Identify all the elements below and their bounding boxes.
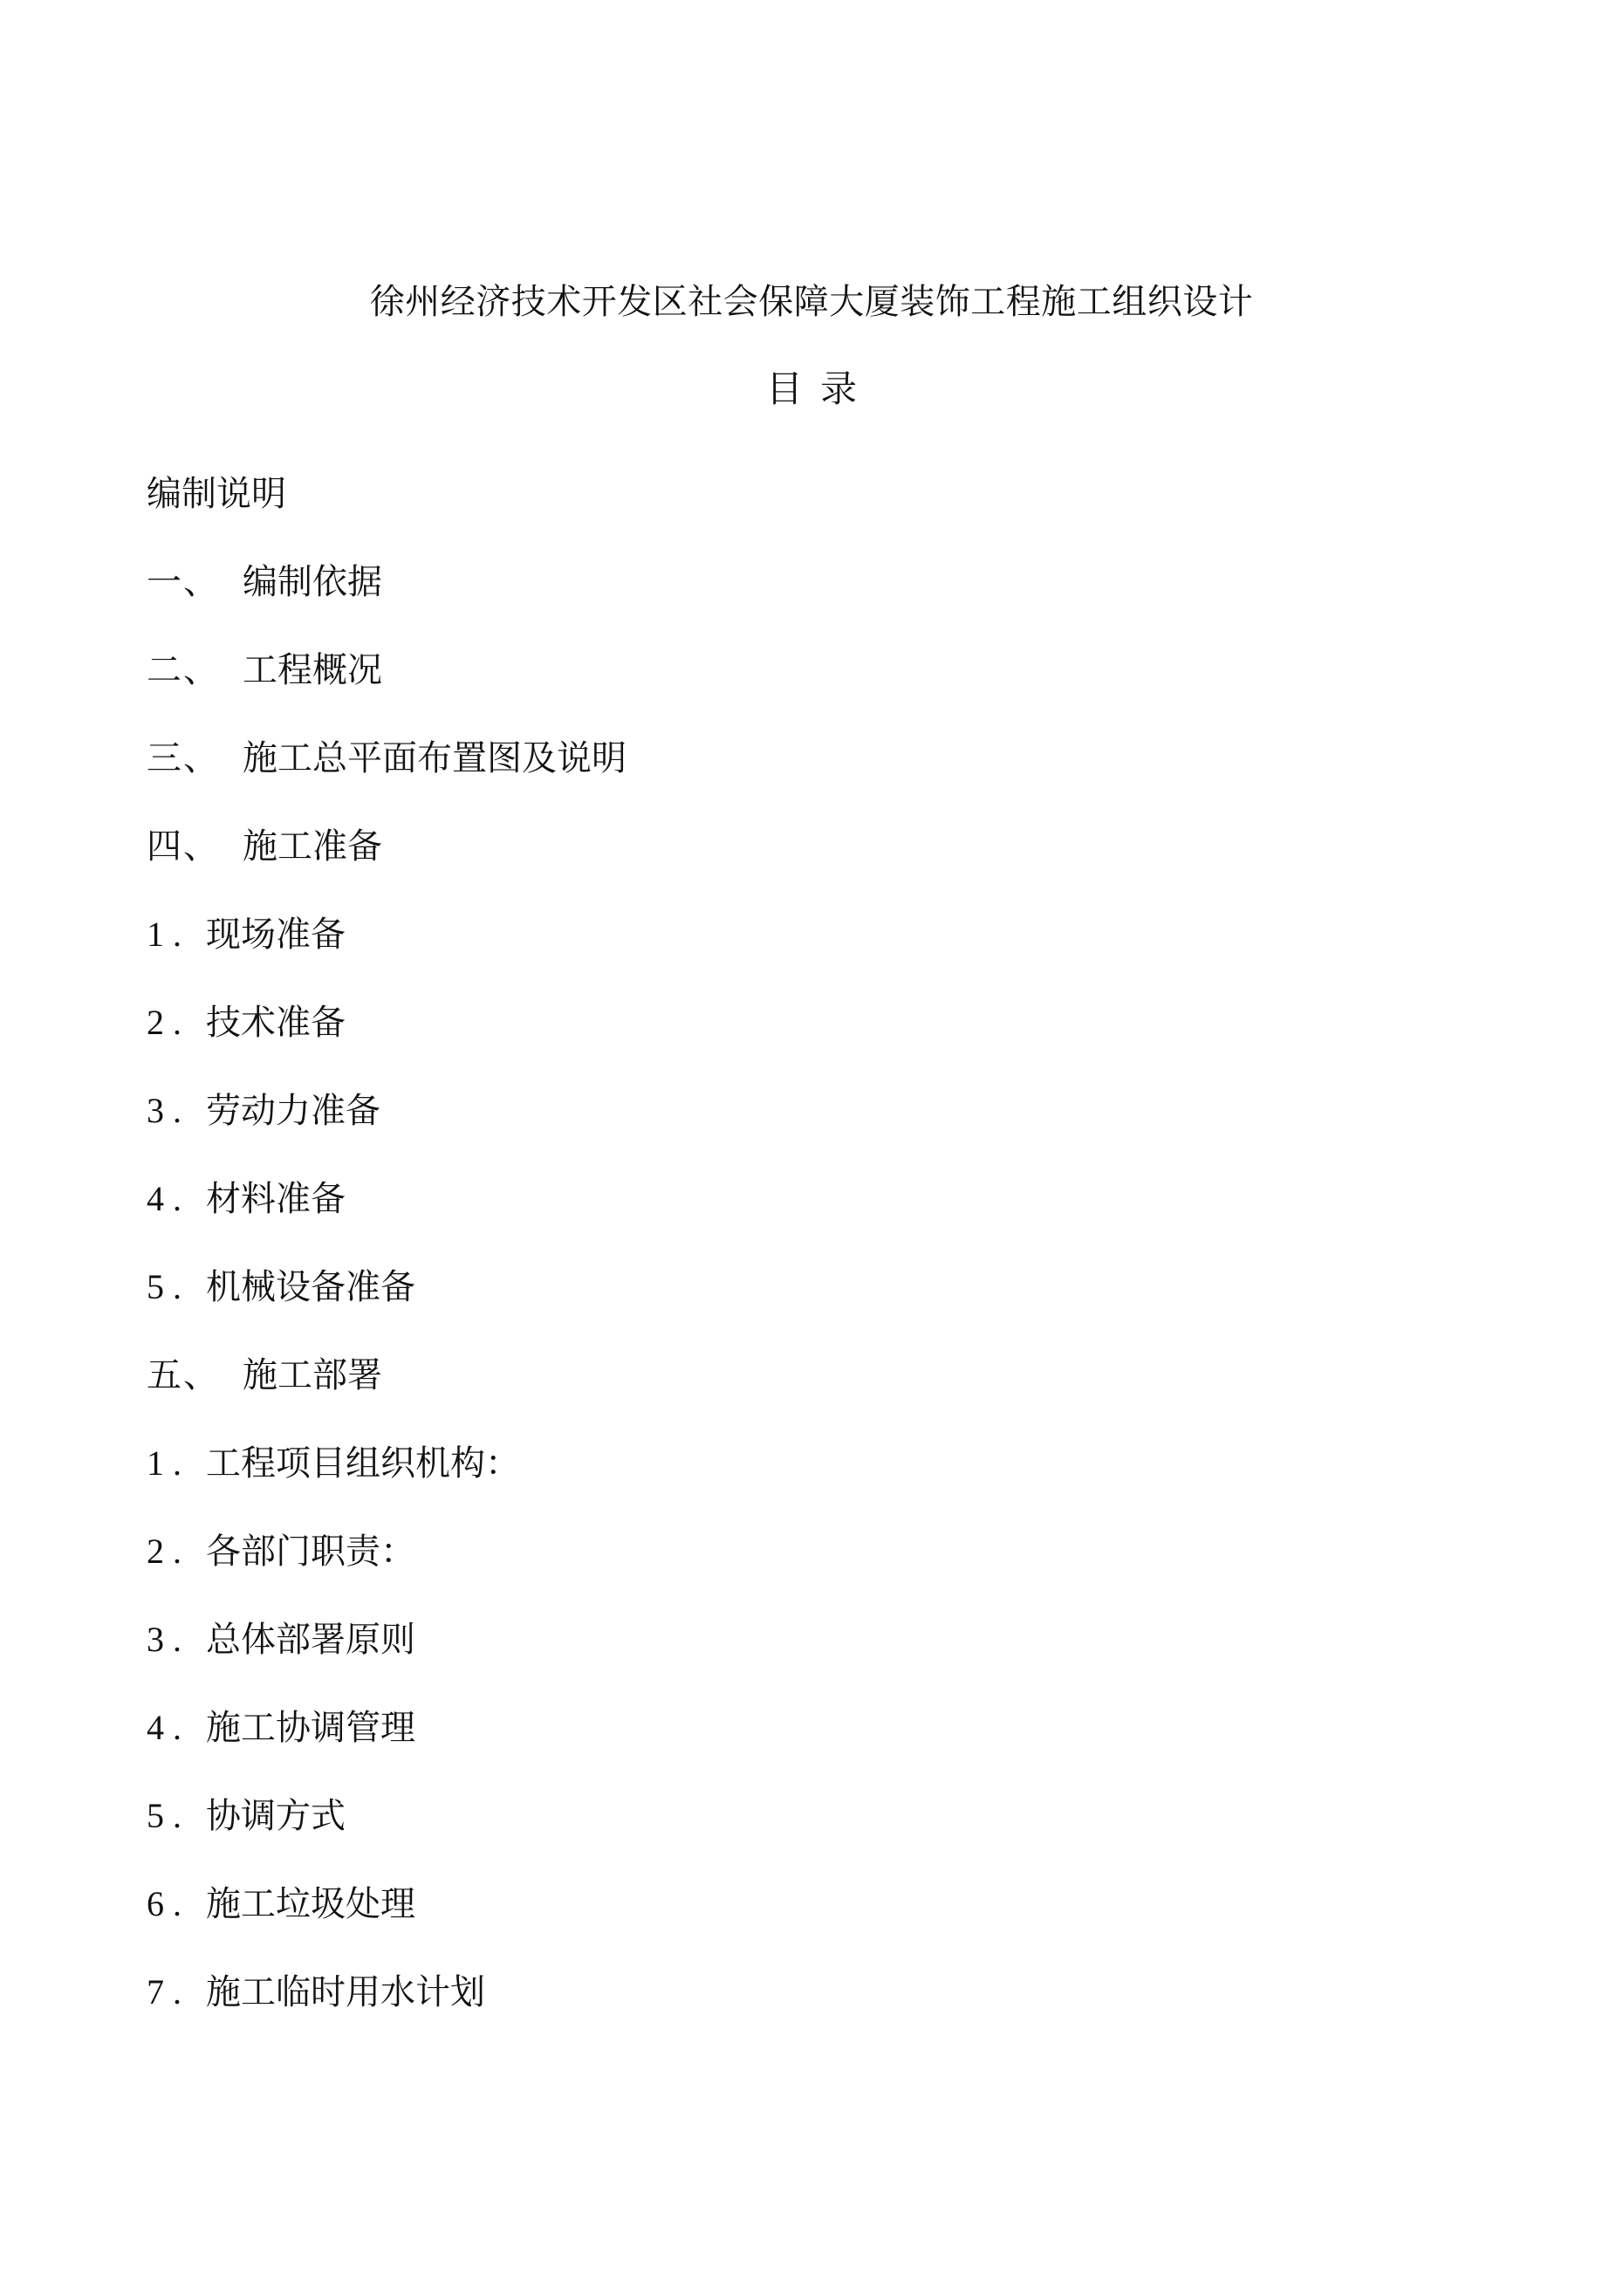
document-title: 徐州经济技术开发区社会保障大厦装饰工程施工组织设计 — [369, 282, 1254, 322]
toc-entry — [147, 1243, 627, 1331]
toc-entry-label: 施工垃圾处理 — [206, 1883, 415, 1924]
toc-entry-label: 各部门职责： — [206, 1531, 415, 1572]
toc-entry-number: 五、 — [147, 1354, 220, 1395]
toc-entry-number: 一、 — [147, 561, 220, 602]
toc-entry — [147, 1331, 627, 1419]
toc-entry-number: 5 . — [147, 1795, 181, 1835]
toc-entry-number: 二、 — [147, 649, 220, 690]
toc-entry-number: 3 . — [147, 1619, 181, 1659]
toc-entry-label: 工程项目组织机构： — [206, 1443, 520, 1484]
toc-entry-number: 四、 — [147, 826, 220, 867]
toc-entry-label: 协调方式 — [206, 1795, 346, 1836]
toc-entry-label: 编制说明 — [147, 473, 286, 514]
toc-entry-label: 施工临时用水计划 — [206, 1971, 485, 2012]
toc-entry-label: 机械设备准备 — [206, 1266, 415, 1307]
toc-heading: 目录 — [765, 367, 874, 410]
toc-entry-number: 1 . — [147, 1443, 181, 1483]
toc-entry-label: 施工部署 — [243, 1354, 382, 1395]
toc-entry — [147, 538, 627, 626]
toc-entry — [147, 802, 627, 890]
toc-entry-label: 工程概况 — [243, 649, 382, 690]
toc-entry-label: 施工总平面布置图及说明 — [243, 737, 627, 778]
toc-entry-label: 劳动力准备 — [206, 1090, 380, 1131]
toc-entry-label: 总体部署原则 — [206, 1619, 415, 1660]
toc-entry — [147, 1595, 627, 1683]
toc-list — [147, 449, 627, 2036]
toc-entry — [147, 1419, 627, 1507]
toc-entry-number: 4 . — [147, 1707, 181, 1747]
toc-entry — [147, 1860, 627, 1948]
toc-entry-number: 6 . — [147, 1883, 181, 1923]
toc-entry — [147, 1507, 627, 1595]
toc-entry-number: 3 . — [147, 1090, 181, 1130]
toc-entry — [147, 978, 627, 1066]
toc-entry — [147, 1066, 627, 1155]
toc-entry-number: 1 . — [147, 914, 181, 954]
toc-entry-number: 5 . — [147, 1266, 181, 1306]
toc-entry — [147, 626, 627, 714]
toc-entry-number: 7 . — [147, 1971, 181, 2012]
toc-entry — [147, 449, 627, 538]
toc-entry — [147, 1772, 627, 1860]
toc-entry — [147, 714, 627, 802]
toc-entry-number: 2 . — [147, 1531, 181, 1571]
toc-entry-label: 现场准备 — [206, 914, 346, 955]
toc-entry — [147, 890, 627, 978]
toc-entry — [147, 1948, 627, 2036]
toc-entry-number: 2 . — [147, 1002, 181, 1042]
toc-entry — [147, 1155, 627, 1243]
toc-entry-label: 施工协调管理 — [206, 1707, 415, 1748]
toc-entry-label: 材料准备 — [206, 1178, 346, 1219]
toc-entry — [147, 1683, 627, 1772]
toc-entry-number: 三、 — [147, 737, 220, 778]
toc-entry-number: 4 . — [147, 1178, 181, 1218]
toc-entry-label: 技术准备 — [206, 1002, 346, 1043]
toc-entry-label: 施工准备 — [243, 826, 382, 867]
toc-entry-label: 编制依据 — [243, 561, 382, 602]
